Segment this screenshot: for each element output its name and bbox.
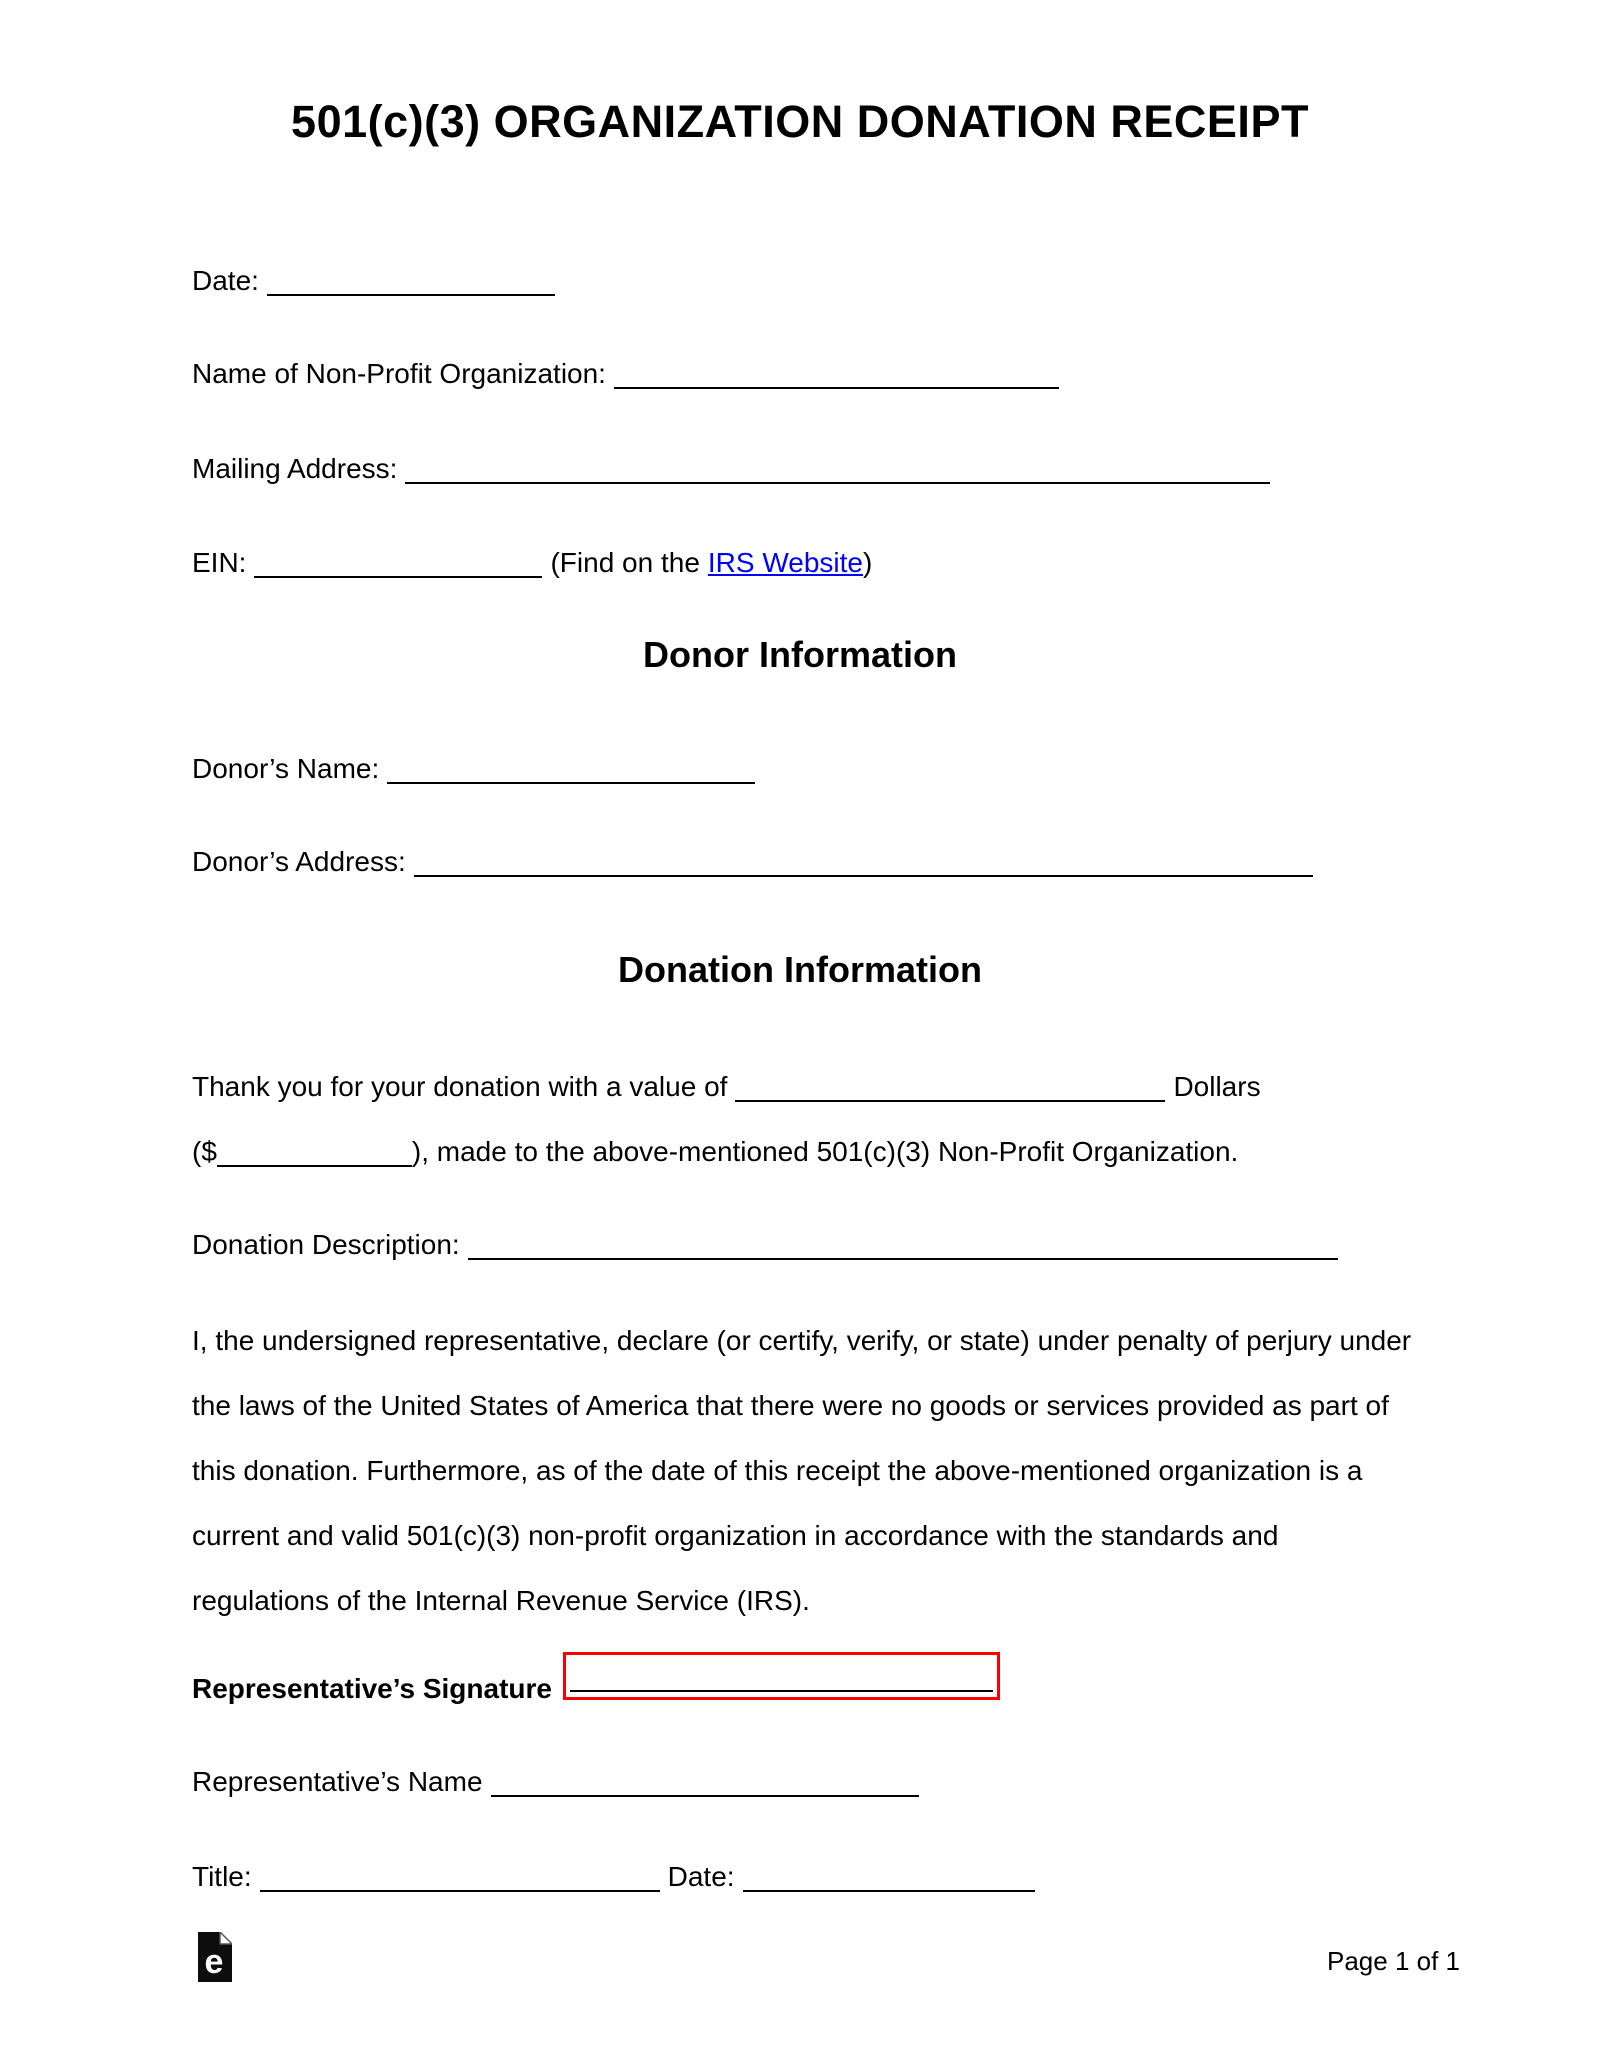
eforms-logo-letter: e — [204, 1943, 224, 1981]
representative-name-row — [192, 1765, 919, 1799]
donation-amount-close: ), made to the above-mentioned 501(c)(3) Non-Profit Organization. — [411, 1136, 1239, 1167]
date-row — [192, 264, 555, 298]
donation-amount-open: ($ — [192, 1136, 217, 1167]
page-number: Page 1 of 1 — [1327, 1946, 1460, 1976]
donation-information-heading: Donation Information — [618, 949, 982, 990]
eforms-logo-icon — [198, 1932, 232, 1982]
representative-name-label: Representative’s Name — [192, 1766, 483, 1797]
org-name-row — [192, 357, 1059, 391]
donation-amount-field-line — [217, 1165, 412, 1167]
representative-signature-field[interactable] — [563, 1652, 1000, 1700]
rep-date-field-line — [743, 1890, 1035, 1892]
date-label: Date: — [192, 265, 259, 296]
donation-value-suffix: Dollars — [1173, 1071, 1261, 1102]
ein-note-prefix: (Find on the — [550, 547, 700, 578]
ein-row — [192, 546, 872, 580]
donation-amount-row — [192, 1135, 1238, 1169]
org-name-label: Name of Non-Profit Organization: — [192, 358, 606, 389]
representative-name-field-line — [491, 1795, 919, 1797]
org-name-field-line — [614, 387, 1059, 389]
donation-value-prefix: Thank you for your donation with a value of — [192, 1071, 728, 1102]
rep-title-label: Title: — [192, 1861, 252, 1892]
mailing-address-label: Mailing Address: — [192, 453, 398, 484]
title-date-row — [192, 1860, 1035, 1894]
rep-title-field-line — [260, 1890, 660, 1892]
page-title: 501(c)(3) ORGANIZATION DONATION RECEIPT — [291, 96, 1309, 147]
donor-address-field-line — [414, 875, 1313, 877]
donation-value-row — [192, 1070, 1261, 1104]
donor-name-row — [192, 752, 755, 786]
declaration-paragraph: I, the undersigned representative, declare (or certify, verify, or state) under penalty of perjury under the laws of the United States of America that there were no goods or services provided as part of this donation. Furthermore, as of the date of this receipt the above-mentioned organization is a current and valid 501(c)(3) non-profit organization in accordance with the standards and regulations of the Internal Revenue Service (IRS). — [192, 1325, 1412, 1616]
donor-name-field-line — [387, 782, 755, 784]
ein-field-line — [254, 576, 542, 578]
mailing-address-row — [192, 452, 1270, 486]
donor-information-heading: Donor Information — [643, 634, 957, 675]
representative-signature-label: Representative’s Signature — [192, 1673, 552, 1704]
mailing-address-field-line — [405, 482, 1270, 484]
donation-description-label: Donation Description: — [192, 1229, 460, 1260]
date-field-line — [267, 294, 555, 296]
donor-address-row — [192, 845, 1313, 879]
irs-website-link[interactable]: IRS Website — [707, 547, 863, 578]
ein-note-suffix: ) — [862, 547, 873, 578]
donor-address-label: Donor’s Address: — [192, 846, 406, 877]
donation-value-field-line — [735, 1100, 1165, 1102]
donation-description-row — [192, 1228, 1338, 1262]
donor-name-label: Donor’s Name: — [192, 753, 380, 784]
representative-signature-line — [570, 1690, 993, 1692]
rep-date-label: Date: — [667, 1861, 735, 1892]
ein-label: EIN: — [192, 547, 247, 578]
donation-description-field-line — [468, 1258, 1338, 1260]
